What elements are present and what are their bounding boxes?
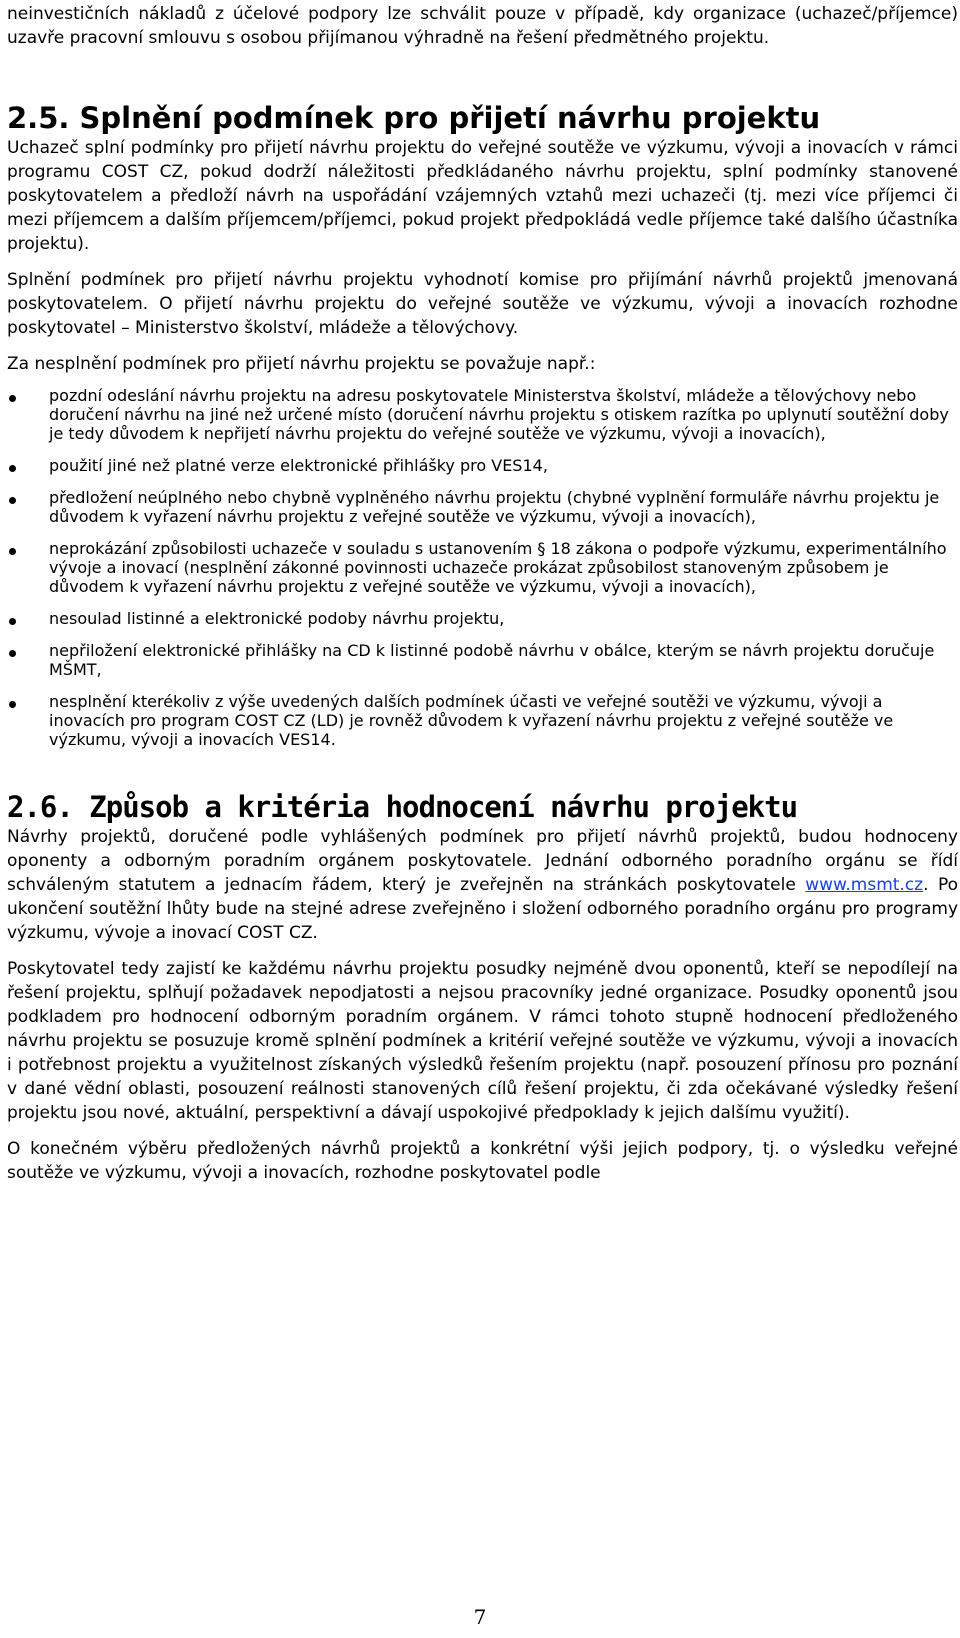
bullet-icon	[9, 701, 16, 708]
list-item-text: pozdní odeslání návrhu projektu na adresu poskytovatele Ministerstva školství, mládeže a tělovýchovy nebo doručení návrhu na jiné než určené místo (doručení návrhu projektu s otiskem razítka po uplynutí soutěžní doby je tedy důvodem k nepřijetí návrhu projektu do veřejné soutěže ve výzkumu, vývoji a inovacích),	[49, 386, 949, 443]
bullet-icon	[9, 650, 16, 657]
section-2-6-heading: 2.6. Způsob a kritéria hodnocení návrhu projektu	[7, 790, 798, 824]
page-number: 7	[473, 1605, 487, 1629]
section-2-5-paragraph-2: Splnění podmínek pro přijetí návrhu projektu vyhodnotí komise pro přijímání návrhů projektů jmenovaná poskytovatelem. O přijetí návrhu projektu do veřejné soutěže ve výzkumu, vývoji a inovacích rozhodne poskytovatel – Ministerstvo školství, mládeže a tělovýchovy.	[7, 270, 958, 338]
list-item-text: nepřiložení elektronické přihlášky na CD k listinné podobě návrhu v obálce, kterým se návrh projektu doručuje MŠMT,	[49, 641, 935, 679]
conditions-list	[7, 386, 958, 749]
list-item-text: nesplnění kterékoliv z výše uvedených dalších podmínek účasti ve veřejné soutěži ve výzkumu, vývoji a inovacích pro program COST CZ (LD) je rovněž důvodem k vyřazení návrhu projektu z veřejné soutěže ve výzkumu, vývoji a inovacích VES14.	[49, 692, 894, 749]
bullet-icon	[9, 497, 16, 504]
section-2-5-paragraph-3: Za nesplnění podmínek pro přijetí návrhu projektu se považuje např.:	[7, 354, 596, 374]
paragraph-text: . Po ukončení soutěžní lhůty bude na stejné adrese zveřejněno i složení odborného poradního orgánu pro programy výzkumu, vývoje a inovací COST CZ.	[7, 875, 958, 943]
list-item-text: použití jiné než platné verze elektronické přihlášky pro VES14,	[49, 456, 548, 475]
list-item	[7, 692, 958, 749]
intro-paragraph: neinvestičních nákladů z účelové podpory lze schválit pouze v případě, kdy organizace (uchazeč/příjemce) uzavře pracovní smlouvu s osobou přijímanou výhradně na řešení předmětného projektu.	[7, 4, 958, 48]
section-2-5-paragraph-1: Uchazeč splní podmínky pro přijetí návrhu projektu do veřejné soutěže ve výzkumu, vývoji a inovacích v rámci programu COST CZ, pokud dodrží náležitosti předkládaného návrhu projektu, splní podmínky stanovené poskytovatelem a předloží návrh na uspořádání vzájemných vztahů mezi uchazeči (tj. mezi více příjemci či mezi příjemcem a dalším příjemcem/příjemci, pokud projekt předpokládá vedle příjemce také dalšího účastníka projektu).	[7, 138, 958, 254]
msmt-link[interactable]: www.msmt.cz	[805, 875, 924, 895]
bullet-icon	[9, 465, 16, 472]
paragraph-text: Návrhy projektů, doručené podle vyhlášených podmínek pro přijetí návrhů projektů, budou hodnoceny oponenty a odborným poradním orgánem poskytovatele. Jednání odborného poradního orgánu se řídí schváleným statutem a jednacím řádem, který je zveřejněn na stránkách poskytovatele	[7, 827, 958, 895]
list-item	[7, 539, 958, 596]
list-item	[7, 386, 958, 443]
bullet-icon	[9, 395, 16, 402]
list-item	[7, 641, 958, 679]
list-item	[7, 609, 958, 628]
section-2-6-paragraph-2: Poskytovatel tedy zajistí ke každému návrhu projektu posudky nejméně dvou oponentů, kteří se nepodílejí na řešení projektu, splňují požadavek nepodjatosti a nejsou pracovníky jedné organizace. Posudky oponentů jsou podkladem pro hodnocení odborným poradním orgánem. V rámci tohoto stupně hodnocení předloženého návrhu projektu se posuzuje kromě splnění podmínek a kritérií veřejné soutěže ve výzkumu, vývoji a inovacích i potřebnost projektu a využitelnost získaných výsledků řešením projektu (např. posouzení přínosu pro poznání v dané vědní oblasti, posouzení reálnosti stanovených cílů řešení projektu, či zda očekávané výsledky řešení projektu jsou nové, aktuální, perspektivní a dávají uspokojivé předpoklady k jejich dalšímu využití).	[7, 959, 958, 1123]
list-item	[7, 456, 958, 475]
bullet-icon	[9, 618, 16, 625]
document-page	[7, 0, 958, 1185]
section-2-6-paragraph-1	[7, 825, 958, 945]
section-2-5-heading: 2.5. Splnění podmínek pro přijetí návrhu projektu	[7, 101, 821, 135]
list-item	[7, 488, 958, 526]
list-item-text: nesoulad listinné a elektronické podoby návrhu projektu,	[49, 609, 505, 628]
section-2-6-paragraph-3: O konečném výběru předložených návrhů projektů a konkrétní výši jejich podpory, tj. o výsledku veřejné soutěže ve výzkumu, vývoji a inovacích, rozhodne poskytovatel podle	[7, 1139, 958, 1183]
list-item-text: předložení neúplného nebo chybně vyplněného návrhu projektu (chybné vyplnění formuláře návrhu projektu je důvodem k vyřazení návrhu projektu z veřejné soutěže ve výzkumu, vývoji a inovacích),	[49, 488, 940, 526]
bullet-icon	[9, 548, 16, 555]
list-item-text: neprokázání způsobilosti uchazeče v souladu s ustanovením § 18 zákona o podpoře výzkumu, experimentálního vývoje a inovací (nesplnění zákonné povinnosti uchazeče prokázat způsobilost stanoveným způsobem je důvodem k vyřazení návrhu projektu z veřejné soutěže ve výzkumu, vývoji a inovacích),	[49, 539, 947, 596]
